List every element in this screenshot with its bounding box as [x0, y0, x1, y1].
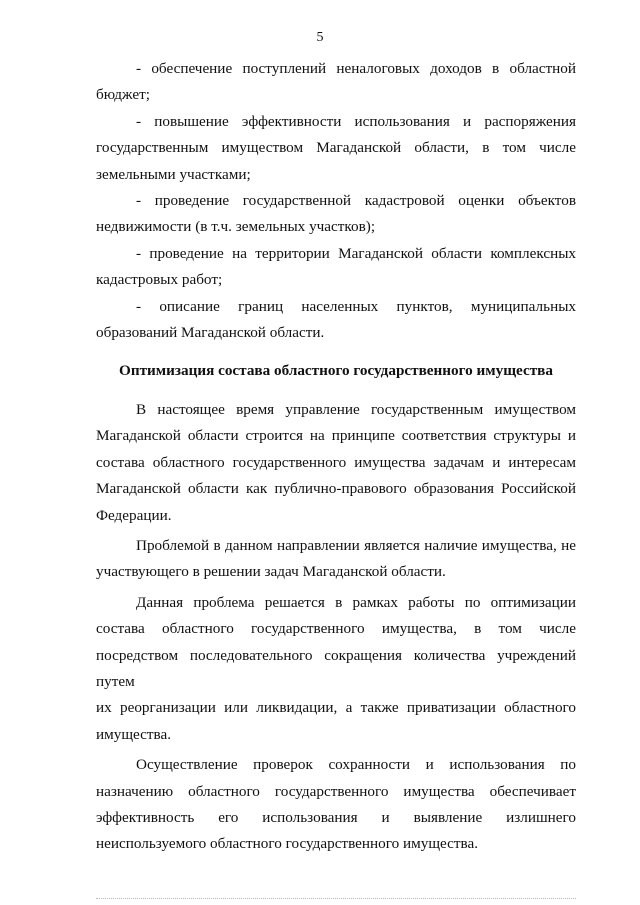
- paragraph: Осуществление проверок сохранности и использования по назначению областного государственного имущества обеспечивает эффективность его использования и выявление излишнего неиспользуемого областного государственного имущества.: [96, 756, 576, 853]
- document-body: [96, 56, 576, 858]
- paragraph: В настоящее время управление государственным имуществом Магаданской области строится на принципе соответствия структуры и состава областного государственного имущества задачам и интересам Магаданской области как публично-правового образования Российской Федерации.: [96, 400, 576, 524]
- list-item: - повышение эффективности использования и распоряжения государственным имуществом Магаданской области, в том числе земельными участками;: [96, 112, 576, 183]
- paragraph: их реорганизации или ликвидации, а также приватизации областного имущества.: [96, 699, 576, 743]
- page-bottom-rule: [96, 898, 576, 899]
- list-item: - обеспечение поступлений неналоговых доходов в областной бюджет;: [96, 60, 576, 104]
- section-heading: Оптимизация состава областного государственного имущества: [119, 362, 553, 380]
- paragraph: Проблемой в данном направлении является наличие имущества, не участвующего в решении задач Магаданской области.: [96, 536, 576, 581]
- list-item: - проведение на территории Магаданской области комплексных кадастровых работ;: [96, 244, 576, 289]
- list-item: - проведение государственной кадастровой оценки объектов недвижимости (в т.ч. земельных участков);: [96, 192, 576, 236]
- list-item: - описание границ населенных пунктов, муниципальных образований Магаданской области.: [96, 297, 576, 342]
- page-number: 5: [316, 30, 324, 45]
- paragraph: Данная проблема решается в рамках работы по оптимизации состава областного государственного имущества, в том числе посредством последовательного сокращения количества учреждений путем: [96, 593, 576, 690]
